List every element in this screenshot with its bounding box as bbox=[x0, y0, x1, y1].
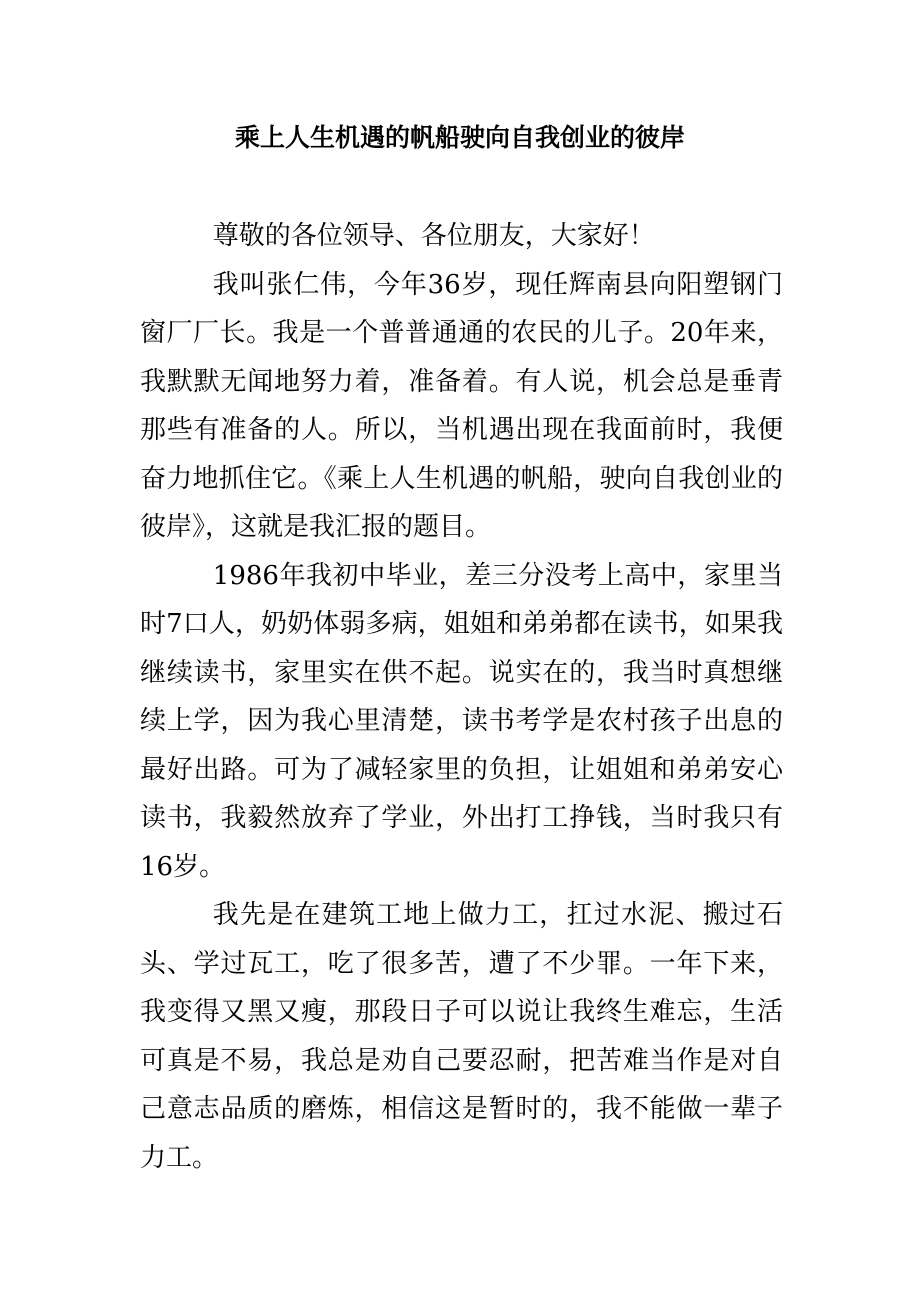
paragraph-greeting: 尊敬的各位领导、各位朋友，大家好！ bbox=[212, 221, 655, 251]
document-title: 乘上人生机遇的帆船驶向自我创业的彼岸 bbox=[234, 123, 685, 152]
paragraph-introduction: 我叫张仁伟，今年36岁，现任辉南县向阳塑钢门窗厂厂长。我是一个普普通通的农民的儿子。20年来，我默默无闻地努力着，准备着。有人说，机会总是垂青那些有准备的人。所以，当机遇出现在我面前时，我便奋力地抓住它。《乘上人生机遇的帆船，驶向自我创业的彼岸》，这就是我汇报的题目。 bbox=[140, 269, 783, 542]
paragraph-1986: 1986年我初中毕业，差三分没考上高中，家里当时7口人，奶奶体弱多病，姐姐和弟弟都在读书，如果我继续读书，家里实在供不起。说实在的，我当时真想继续上学，因为我心里清楚，读书考学是农村孩子出息的最好出路。可为了减轻家里的负担，让姐姐和弟弟安心读书，我毅然放弃了学业，外出打工挣钱，当时我只有16岁。 bbox=[140, 560, 783, 882]
paragraph-construction-work: 我先是在建筑工地上做力工，扛过水泥、搬过石头、学过瓦工，吃了很多苦，遭了不少罪。一年下来，我变得又黑又瘦，那段日子可以说让我终生难忘，生活可真是不易，我总是劝自己要忍耐，把苦难当作是对自己意志品质的磨炼，相信这是暂时的，我不能做一辈子力工。 bbox=[140, 900, 783, 1173]
document-body bbox=[140, 212, 783, 1182]
